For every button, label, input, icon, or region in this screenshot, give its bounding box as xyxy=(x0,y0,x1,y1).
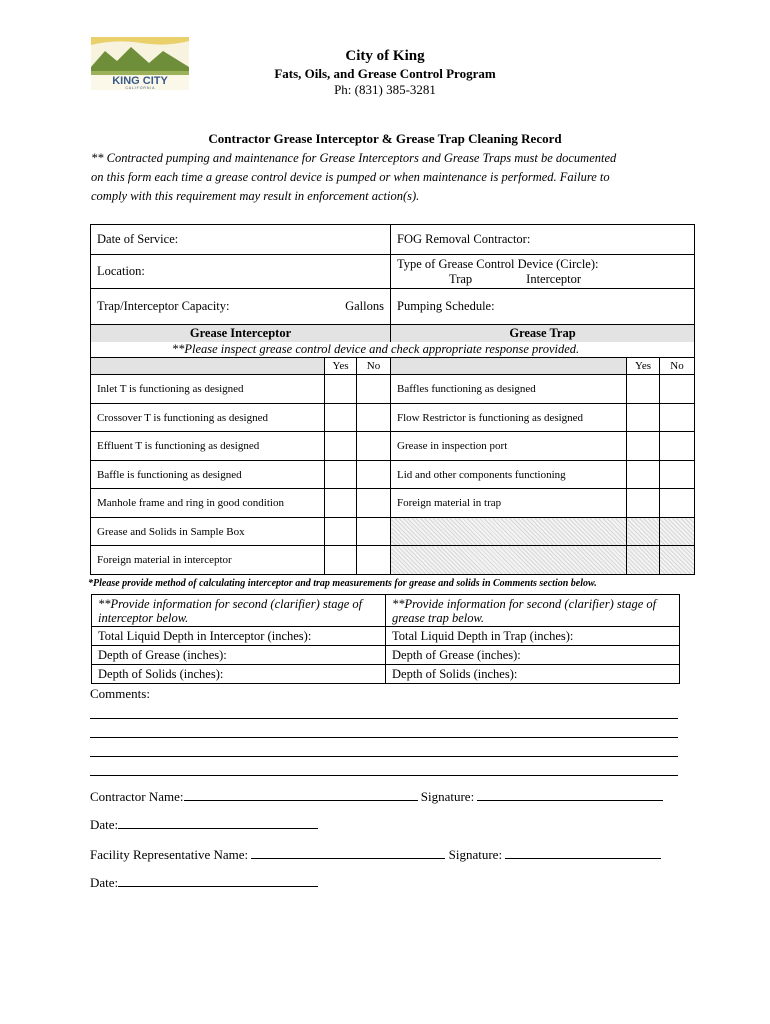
inspection-form-table xyxy=(90,224,695,575)
no-checkbox[interactable] xyxy=(357,432,391,461)
hatched-cell xyxy=(627,518,660,546)
logo-subtext: C A L I F O R N I A xyxy=(125,86,155,90)
comment-line[interactable] xyxy=(90,718,678,719)
date-label: Date: xyxy=(90,875,119,890)
location-label: Location: xyxy=(97,264,145,278)
signature-label: Signature: xyxy=(448,847,503,862)
interceptor-option[interactable]: Interceptor xyxy=(526,271,581,286)
yes-checkbox[interactable] xyxy=(325,489,357,518)
checklist-item-left: Effluent T is functioning as designed xyxy=(91,432,325,461)
no-checkbox[interactable] xyxy=(357,404,391,432)
checklist-row xyxy=(91,461,695,489)
capacity-label: Trap/Interceptor Capacity: xyxy=(97,299,230,313)
clarifier-row xyxy=(92,595,680,627)
contractor-date-field[interactable] xyxy=(118,816,318,829)
notice-line: comply with this requirement may result in enforcement action(s). xyxy=(91,189,420,203)
measure-row xyxy=(92,646,680,665)
info-row xyxy=(91,225,695,255)
yes-checkbox[interactable] xyxy=(325,375,357,404)
checklist-row xyxy=(91,375,695,404)
page-title: City of King xyxy=(345,48,425,64)
interceptor-total-depth-field[interactable]: Total Liquid Depth in Interceptor (inches): xyxy=(92,627,386,646)
facility-rep-name-field[interactable] xyxy=(251,846,445,859)
logo-text: KING CITY xyxy=(112,75,168,87)
phone-number: Ph: (831) 385-3281 xyxy=(334,82,436,97)
comments-label: Comments: xyxy=(90,686,150,701)
grease-interceptor-heading: Grease Interceptor xyxy=(91,325,391,342)
contractor-name-label: Contractor Name: xyxy=(90,789,184,804)
info-row xyxy=(91,289,695,325)
checklist-item-left: Grease and Solids in Sample Box xyxy=(91,518,325,546)
date-label: Date: xyxy=(90,817,119,832)
measure-row xyxy=(92,665,680,684)
checklist-row xyxy=(91,518,695,546)
interceptor-grease-depth-field[interactable]: Depth of Grease (inches): xyxy=(92,646,386,665)
contractor-signature-field[interactable] xyxy=(477,788,663,801)
trap-solids-depth-field[interactable]: Depth of Solids (inches): xyxy=(386,665,680,684)
no-checkbox[interactable] xyxy=(660,432,695,461)
grease-trap-heading: Grease Trap xyxy=(391,325,695,342)
yes-no-header-row xyxy=(91,358,695,375)
program-name: Fats, Oils, and Grease Control Program xyxy=(274,66,496,81)
no-header: No xyxy=(357,358,391,375)
record-title: Contractor Grease Interceptor & Grease Trap Cleaning Record xyxy=(208,131,562,146)
section-header-row xyxy=(91,325,695,342)
no-checkbox[interactable] xyxy=(660,461,695,489)
trap-total-depth-field[interactable]: Total Liquid Depth in Trap (inches): xyxy=(386,627,680,646)
checklist-row xyxy=(91,546,695,575)
pumping-schedule-field[interactable] xyxy=(391,289,695,325)
facility-date-field[interactable] xyxy=(118,874,318,887)
comment-line[interactable] xyxy=(90,737,678,738)
checklist-row xyxy=(91,432,695,461)
facility-signature-field[interactable] xyxy=(505,846,661,859)
no-checkbox[interactable] xyxy=(357,375,391,404)
capacity-field[interactable] xyxy=(91,289,391,325)
yes-checkbox[interactable] xyxy=(627,432,660,461)
facility-signature-row xyxy=(90,846,661,863)
no-checkbox[interactable] xyxy=(357,546,391,575)
device-type-label: Type of Grease Control Device (Circle): xyxy=(397,256,599,271)
yes-checkbox[interactable] xyxy=(627,375,660,404)
inspect-note-row xyxy=(91,342,695,358)
hatched-cell xyxy=(627,546,660,575)
facility-date-row xyxy=(90,874,318,891)
location-field[interactable] xyxy=(91,255,391,289)
blank-header-cell xyxy=(91,358,325,375)
no-checkbox[interactable] xyxy=(660,489,695,518)
blank-header-cell xyxy=(391,358,627,375)
checklist-item-left: Foreign material in interceptor xyxy=(91,546,325,575)
hatched-cell xyxy=(660,518,695,546)
interceptor-clarifier-note: **Provide information for second (clarifier) stage of interceptor below. xyxy=(92,595,386,627)
signature-label: Signature: xyxy=(420,789,475,804)
yes-checkbox[interactable] xyxy=(325,546,357,575)
checklist-item-left: Crossover T is functioning as designed xyxy=(91,404,325,432)
notice-line: ** Contracted pumping and maintenance for Grease Interceptors and Grease Traps must be documented xyxy=(91,151,617,165)
fog-contractor-field[interactable] xyxy=(391,225,695,255)
hatched-cell xyxy=(660,546,695,575)
notice-line: on this form each time a grease control device is pumped or when maintenance is performed. Failure to xyxy=(91,170,610,184)
comment-line[interactable] xyxy=(90,775,678,776)
yes-checkbox[interactable] xyxy=(325,404,357,432)
interceptor-solids-depth-field[interactable]: Depth of Solids (inches): xyxy=(92,665,386,684)
comment-line[interactable] xyxy=(90,756,678,757)
checklist-item-right: Grease in inspection port xyxy=(391,432,627,461)
checklist-item-right: Lid and other components functioning xyxy=(391,461,627,489)
date-of-service-field[interactable] xyxy=(91,225,391,255)
trap-clarifier-note: **Provide information for second (clarifier) stage of grease trap below. xyxy=(386,595,680,627)
trap-option[interactable]: Trap xyxy=(449,271,473,286)
checklist-row xyxy=(91,489,695,518)
contractor-name-field[interactable] xyxy=(184,788,418,801)
fog-contractor-label: FOG Removal Contractor: xyxy=(397,232,531,246)
yes-checkbox[interactable] xyxy=(627,404,660,432)
measurements-table xyxy=(91,594,680,684)
yes-checkbox[interactable] xyxy=(325,432,357,461)
checklist-item-left: Manhole frame and ring in good condition xyxy=(91,489,325,518)
facility-rep-label: Facility Representative Name: xyxy=(90,847,249,862)
no-checkbox[interactable] xyxy=(357,518,391,546)
checklist-item-right: Foreign material in trap xyxy=(391,489,627,518)
contractor-signature-row xyxy=(90,788,663,805)
checklist-item-left: Baffle is functioning as designed xyxy=(91,461,325,489)
inspect-note: **Please inspect grease control device and check appropriate response provided. xyxy=(91,342,695,358)
no-checkbox[interactable] xyxy=(660,404,695,432)
yes-checkbox[interactable] xyxy=(325,518,357,546)
yes-header: Yes xyxy=(325,358,357,375)
contractor-date-row xyxy=(90,816,318,833)
no-checkbox[interactable] xyxy=(660,375,695,404)
checklist-item-right: Flow Restrictor is functioning as designed xyxy=(391,404,627,432)
gallons-label: Gallons xyxy=(345,299,384,313)
method-note: *Please provide method of calculating interceptor and trap measurements for grease and solids in Comments section below. xyxy=(88,578,597,589)
device-type-field[interactable] xyxy=(391,255,695,289)
checklist-item-left: Inlet T is functioning as designed xyxy=(91,375,325,404)
yes-checkbox[interactable] xyxy=(627,461,660,489)
no-checkbox[interactable] xyxy=(357,489,391,518)
hatched-cell xyxy=(391,518,627,546)
no-checkbox[interactable] xyxy=(357,461,391,489)
pumping-schedule-label: Pumping Schedule: xyxy=(397,299,495,313)
info-row xyxy=(91,255,695,289)
notice-text xyxy=(91,149,691,206)
trap-grease-depth-field[interactable]: Depth of Grease (inches): xyxy=(386,646,680,665)
yes-checkbox[interactable] xyxy=(325,461,357,489)
date-of-service-label: Date of Service: xyxy=(97,232,179,246)
no-header: No xyxy=(660,358,695,375)
yes-header: Yes xyxy=(627,358,660,375)
checklist-row xyxy=(91,404,695,432)
hatched-cell xyxy=(391,546,627,575)
measure-row xyxy=(92,627,680,646)
checklist-item-right: Baffles functioning as designed xyxy=(391,375,627,404)
yes-checkbox[interactable] xyxy=(627,489,660,518)
